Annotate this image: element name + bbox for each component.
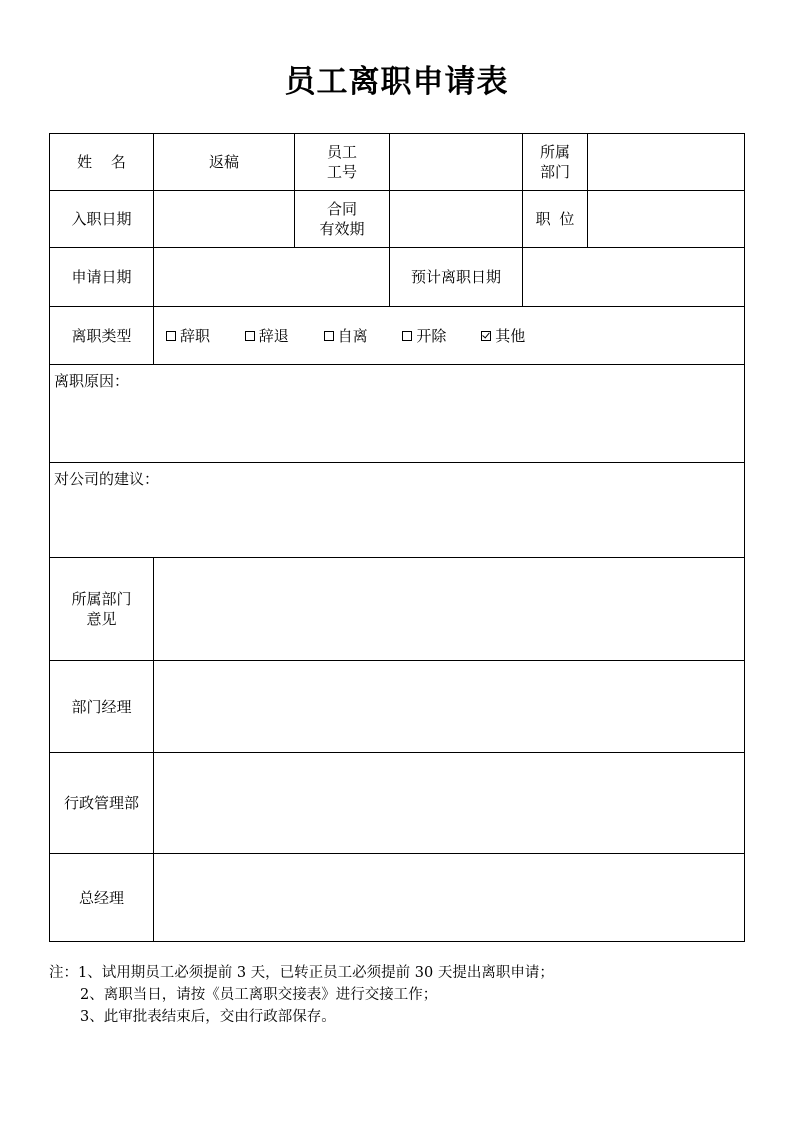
checkbox-icon[interactable] [166,331,176,341]
dept-opinion-field[interactable] [154,558,745,661]
row-dept-manager [50,661,745,753]
option-other[interactable]: 其他 [481,326,525,346]
name-value[interactable]: 返稿 [154,134,295,191]
department-value[interactable] [588,134,745,191]
dept-manager-label: 部门经理 [50,661,154,753]
suggestion-field[interactable] [50,463,745,558]
option-expelled[interactable]: 开除 [402,326,446,346]
department-label: 所属 部门 [523,134,588,191]
employee-id-label: 员工 工号 [295,134,390,191]
admin-dept-label: 行政管理部 [50,753,154,854]
row-employment-info [50,191,745,248]
note-line-3: 3、此审批表结束后，交由行政部保存。 [80,1009,336,1025]
hire-date-value[interactable] [154,191,295,248]
row-general-manager [50,854,745,942]
option-self-leave[interactable]: 自离 [324,326,368,346]
notes-section [49,962,749,1028]
row-dates [50,248,745,307]
contract-period-label: 合同 有效期 [295,191,390,248]
form-title: 员工离职申请表 [284,64,509,100]
general-manager-label: 总经理 [50,854,154,942]
row-dept-opinion [50,558,745,661]
expected-leave-date-label: 预计离职日期 [390,248,523,307]
admin-dept-field[interactable] [154,753,745,854]
dept-manager-field[interactable] [154,661,745,753]
checkbox-icon[interactable] [324,331,334,341]
checkbox-icon[interactable] [402,331,412,341]
checkbox-checked-icon[interactable] [481,331,491,341]
note-line-1: 注：1、试用期员工必须提前 3 天，已转正员工必须提前 30 天提出离职申请； [49,965,554,981]
employee-id-value[interactable] [390,134,523,191]
leave-type-label: 离职类型 [50,307,154,365]
suggestion-label: 对公司的建议： [54,470,160,488]
row-leave-type [50,307,745,365]
name-label: 姓 名 [50,134,154,191]
position-label: 职 位 [523,191,588,248]
checkbox-icon[interactable] [245,331,255,341]
row-admin-dept [50,753,745,854]
leave-reason-label: 离职原因： [54,372,130,390]
row-reason [50,365,745,463]
row-suggestion [50,463,745,558]
leave-type-options [154,307,745,365]
leave-reason-field[interactable] [50,365,745,463]
note-line-2: 2、离职当日，请按《员工离职交接表》进行交接工作； [80,987,438,1003]
contract-period-value[interactable] [390,191,523,248]
position-value[interactable] [588,191,745,248]
option-resign[interactable]: 辞职 [166,326,210,346]
option-dismissed[interactable]: 辞退 [245,326,289,346]
apply-date-label: 申请日期 [50,248,154,307]
hire-date-label: 入职日期 [50,191,154,248]
apply-date-value[interactable] [154,248,390,307]
expected-leave-date-value[interactable] [523,248,745,307]
dept-opinion-label: 所属部门 意见 [50,558,154,661]
general-manager-field[interactable] [154,854,745,942]
row-basic-info [50,134,745,191]
resignation-form-table [49,133,745,942]
